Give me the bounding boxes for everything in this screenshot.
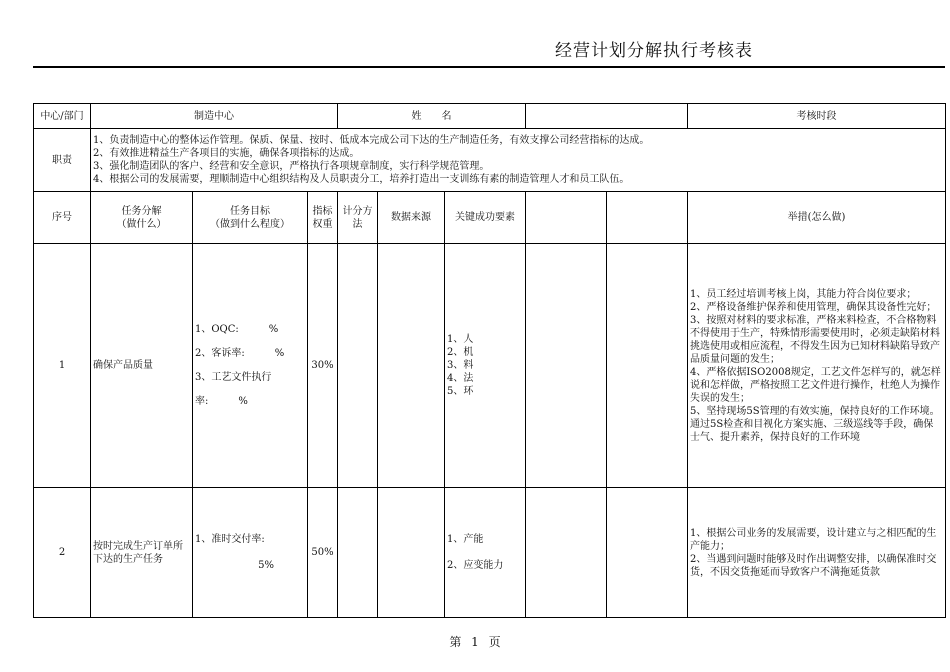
row-source — [378, 244, 445, 488]
table-row — [34, 488, 946, 618]
row-scoring — [338, 488, 378, 618]
row-target: 1、OQC: % 2、客诉率: % 3、工艺文件执行 率: % — [193, 244, 308, 488]
duties-row — [34, 129, 946, 192]
col-seq: 序号 — [34, 192, 91, 244]
row-seq: 1 — [34, 244, 91, 488]
dept-label: 中心/部门 — [34, 104, 91, 129]
row-blank — [526, 244, 607, 488]
row-seq: 2 — [34, 488, 91, 618]
row-weight: 50% — [308, 488, 338, 618]
col-task: 任务分解 （做什么） — [91, 192, 193, 244]
duty-item: 2、有效推进精益生产各项目的实施，确保各项指标的达成。 — [93, 148, 360, 159]
name-label: 姓 名 — [338, 104, 526, 129]
row-weight: 30% — [308, 244, 338, 488]
duty-item: 3、强化制造团队的客户、经营和安全意识，严格执行各项规章制度，实行科学规范管理。 — [93, 161, 490, 172]
page-title: 经营计划分解执行考核表 — [555, 41, 753, 61]
duties-label: 职责 — [34, 129, 91, 192]
dept-value: 制造中心 — [91, 104, 338, 129]
col-target: 任务目标 （做到什么程度） — [193, 192, 308, 244]
row-measures: 1、根据公司业务的发展需要，设计建立与之相匹配的生产能力； 2、当遇到问题时能够及时作出调整安排，以确保准时交货，不因交货拖延而导致客户不满拖延货款 — [688, 488, 946, 618]
row-factors: 1、人 2、机 3、料 4、法 5、环 — [445, 244, 526, 488]
row-source — [378, 488, 445, 618]
row-task: 确保产品质量 — [91, 244, 193, 488]
header-row — [34, 104, 946, 129]
row-factors: 1、产能 2、应变能力 — [445, 488, 526, 618]
row-blank — [607, 244, 688, 488]
col-source: 数据来源 — [378, 192, 445, 244]
table-row — [34, 244, 946, 488]
duties-text — [91, 129, 946, 192]
assessment-table — [33, 103, 946, 618]
row-scoring — [338, 244, 378, 488]
row-measures: 1、员工经过培训考核上岗，其能力符合岗位要求； 2、严格设备维护保养和使用管理，确保其设备性完好； 3、按照对材料的要求标准，严格来料检查，不合格物料不得使用于生产，特殊情形需要使用时，必须走缺陷材料挑选使用或相应流程，不得发生因为已知材料缺陷导致产品质量问题的发生； 4、严格依据ISO2008规定，工艺文件怎样写的，就怎样说和怎样做，严格按照工艺文件进行操作，杜绝人为操作失误的发生； 5、坚持现场5S管理的有效实施，保持良好的工作环境。通过5S检查和目视化方案实施、三级巡线等手段，确保士气、提升素养，保持良好的工作环境 — [688, 244, 946, 488]
col-factors: 关键成功要素 — [445, 192, 526, 244]
row-blank — [526, 488, 607, 618]
period-label: 考核时段 — [688, 104, 946, 129]
duty-item: 4、根据公司的发展需要，理顺制造中心组织结构及人员职责分工，培养打造出一支训练有素的制造管理人才和员工队伍。 — [93, 174, 630, 185]
page-number: 第 1 页 — [449, 635, 501, 649]
title-underline — [33, 66, 945, 68]
name-value — [526, 104, 688, 129]
column-header-row — [34, 192, 946, 244]
col-blank — [526, 192, 607, 244]
col-measures: 举措(怎么做) — [688, 192, 946, 244]
col-blank — [607, 192, 688, 244]
duty-item: 1、负责制造中心的整体运作管理。保质、保量、按时、低成本完成公司下达的生产制造任务，有效支撑公司经营指标的达成。 — [93, 135, 650, 146]
col-scoring: 计分方 法 — [338, 192, 378, 244]
col-weight: 指标 权重 — [308, 192, 338, 244]
row-target: 1、准时交付率: 5% — [193, 488, 308, 618]
row-task: 按时完成生产订单所下达的生产任务 — [91, 488, 193, 618]
row-blank — [607, 488, 688, 618]
